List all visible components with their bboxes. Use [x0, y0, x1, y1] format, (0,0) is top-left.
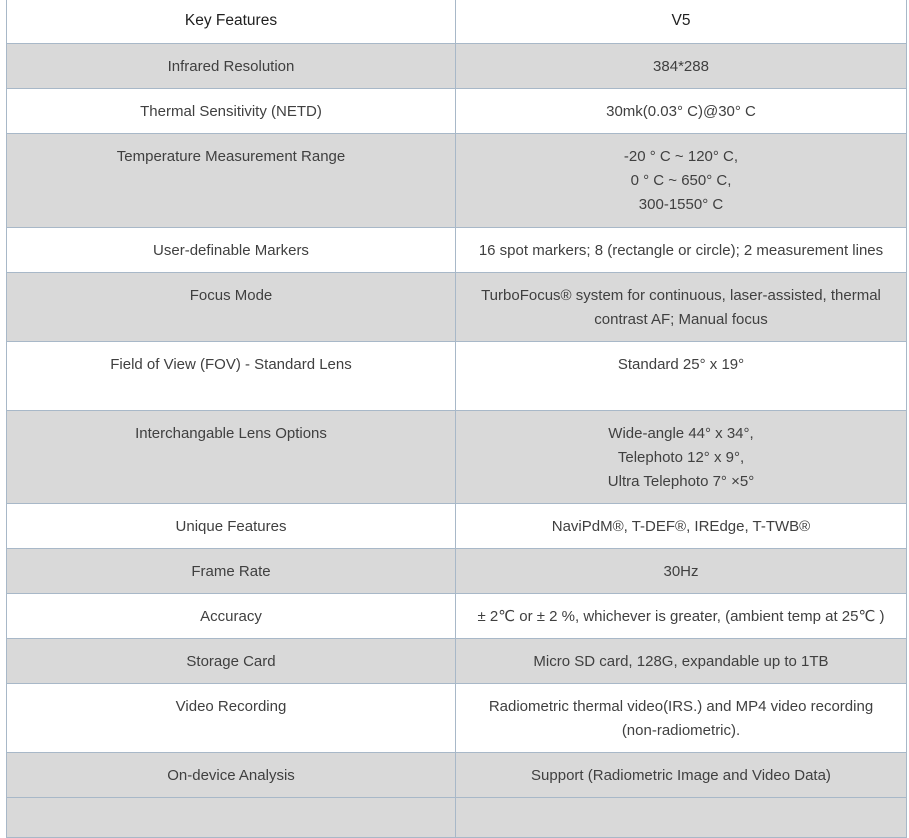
value-cell [456, 411, 907, 504]
table-row [7, 89, 907, 134]
value-line: Radiometric thermal video(IRS.) and MP4 video recording [488, 698, 874, 715]
value-line: TurboFocus® system for continuous, laser-assisted, thermal [481, 287, 881, 304]
value-line: 0 ° C ~ 650° C, [630, 172, 732, 189]
header-key-features: Key Features [7, 0, 456, 44]
feature-cell: Focus Mode [7, 273, 456, 342]
feature-cell: Field of View (FOV) - Standard Lens [7, 342, 456, 411]
value-cell [456, 342, 907, 411]
spec-table [6, 0, 907, 838]
value-line: Telephoto 12° x 9°, [617, 449, 745, 466]
feature-cell: Accuracy [7, 594, 456, 639]
feature-cell: Thermal Sensitivity (NETD) [7, 89, 456, 134]
value-line: 384*288 [653, 58, 709, 75]
value-cell [456, 89, 907, 134]
table-row [7, 228, 907, 273]
feature-cell: Temperature Measurement Range [7, 134, 456, 228]
header-model: V5 [456, 0, 907, 44]
value-line: 30Hz [663, 563, 699, 580]
value-line: NaviPdM®, T-DEF®, IREdge, T-TWB® [551, 518, 811, 535]
table-header-row [7, 0, 907, 44]
table-row [7, 798, 907, 838]
feature-cell [7, 798, 456, 838]
feature-cell: Storage Card [7, 639, 456, 684]
value-line: 300-1550° C [638, 196, 724, 213]
value-cell [456, 639, 907, 684]
table-row [7, 504, 907, 549]
value-line: contrast AF; Manual focus [594, 311, 768, 328]
table-row [7, 684, 907, 753]
feature-cell: On-device Analysis [7, 753, 456, 798]
table-row [7, 342, 907, 411]
feature-cell: Unique Features [7, 504, 456, 549]
table-row [7, 594, 907, 639]
table-row [7, 273, 907, 342]
feature-cell: Interchangable Lens Options [7, 411, 456, 504]
value-line: Micro SD card, 128G, expandable up to 1TB [533, 653, 829, 670]
value-line: -20 ° C ~ 120° C, [623, 148, 739, 165]
feature-cell: Video Recording [7, 684, 456, 753]
value-cell [456, 44, 907, 89]
value-line: 30mk(0.03° C)@30° C [606, 103, 756, 120]
value-line: ± 2℃ or ± 2 %, whichever is greater, (ambient temp at 25℃ ) [477, 608, 885, 625]
value-cell [456, 594, 907, 639]
table-row [7, 753, 907, 798]
value-cell [456, 798, 907, 838]
value-cell [456, 228, 907, 273]
value-line: 16 spot markers; 8 (rectangle or circle); 2 measurement lines [478, 242, 884, 259]
value-line: (non-radiometric). [621, 722, 741, 739]
value-cell [456, 549, 907, 594]
table-row [7, 134, 907, 228]
table-row [7, 639, 907, 684]
table-row [7, 411, 907, 504]
value-line: Support (Radiometric Image and Video Data) [531, 767, 831, 784]
value-cell [456, 684, 907, 753]
value-line: Standard 25° x 19° [617, 356, 745, 373]
value-cell [456, 753, 907, 798]
value-line: Wide-angle 44° x 34°, [608, 425, 754, 442]
value-cell [456, 273, 907, 342]
feature-cell: Infrared Resolution [7, 44, 456, 89]
feature-cell: User-definable Markers [7, 228, 456, 273]
table-row [7, 44, 907, 89]
value-cell [456, 504, 907, 549]
table-row [7, 549, 907, 594]
feature-cell: Frame Rate [7, 549, 456, 594]
value-cell [456, 134, 907, 228]
value-line: Ultra Telephoto 7° ×5° [607, 473, 755, 490]
